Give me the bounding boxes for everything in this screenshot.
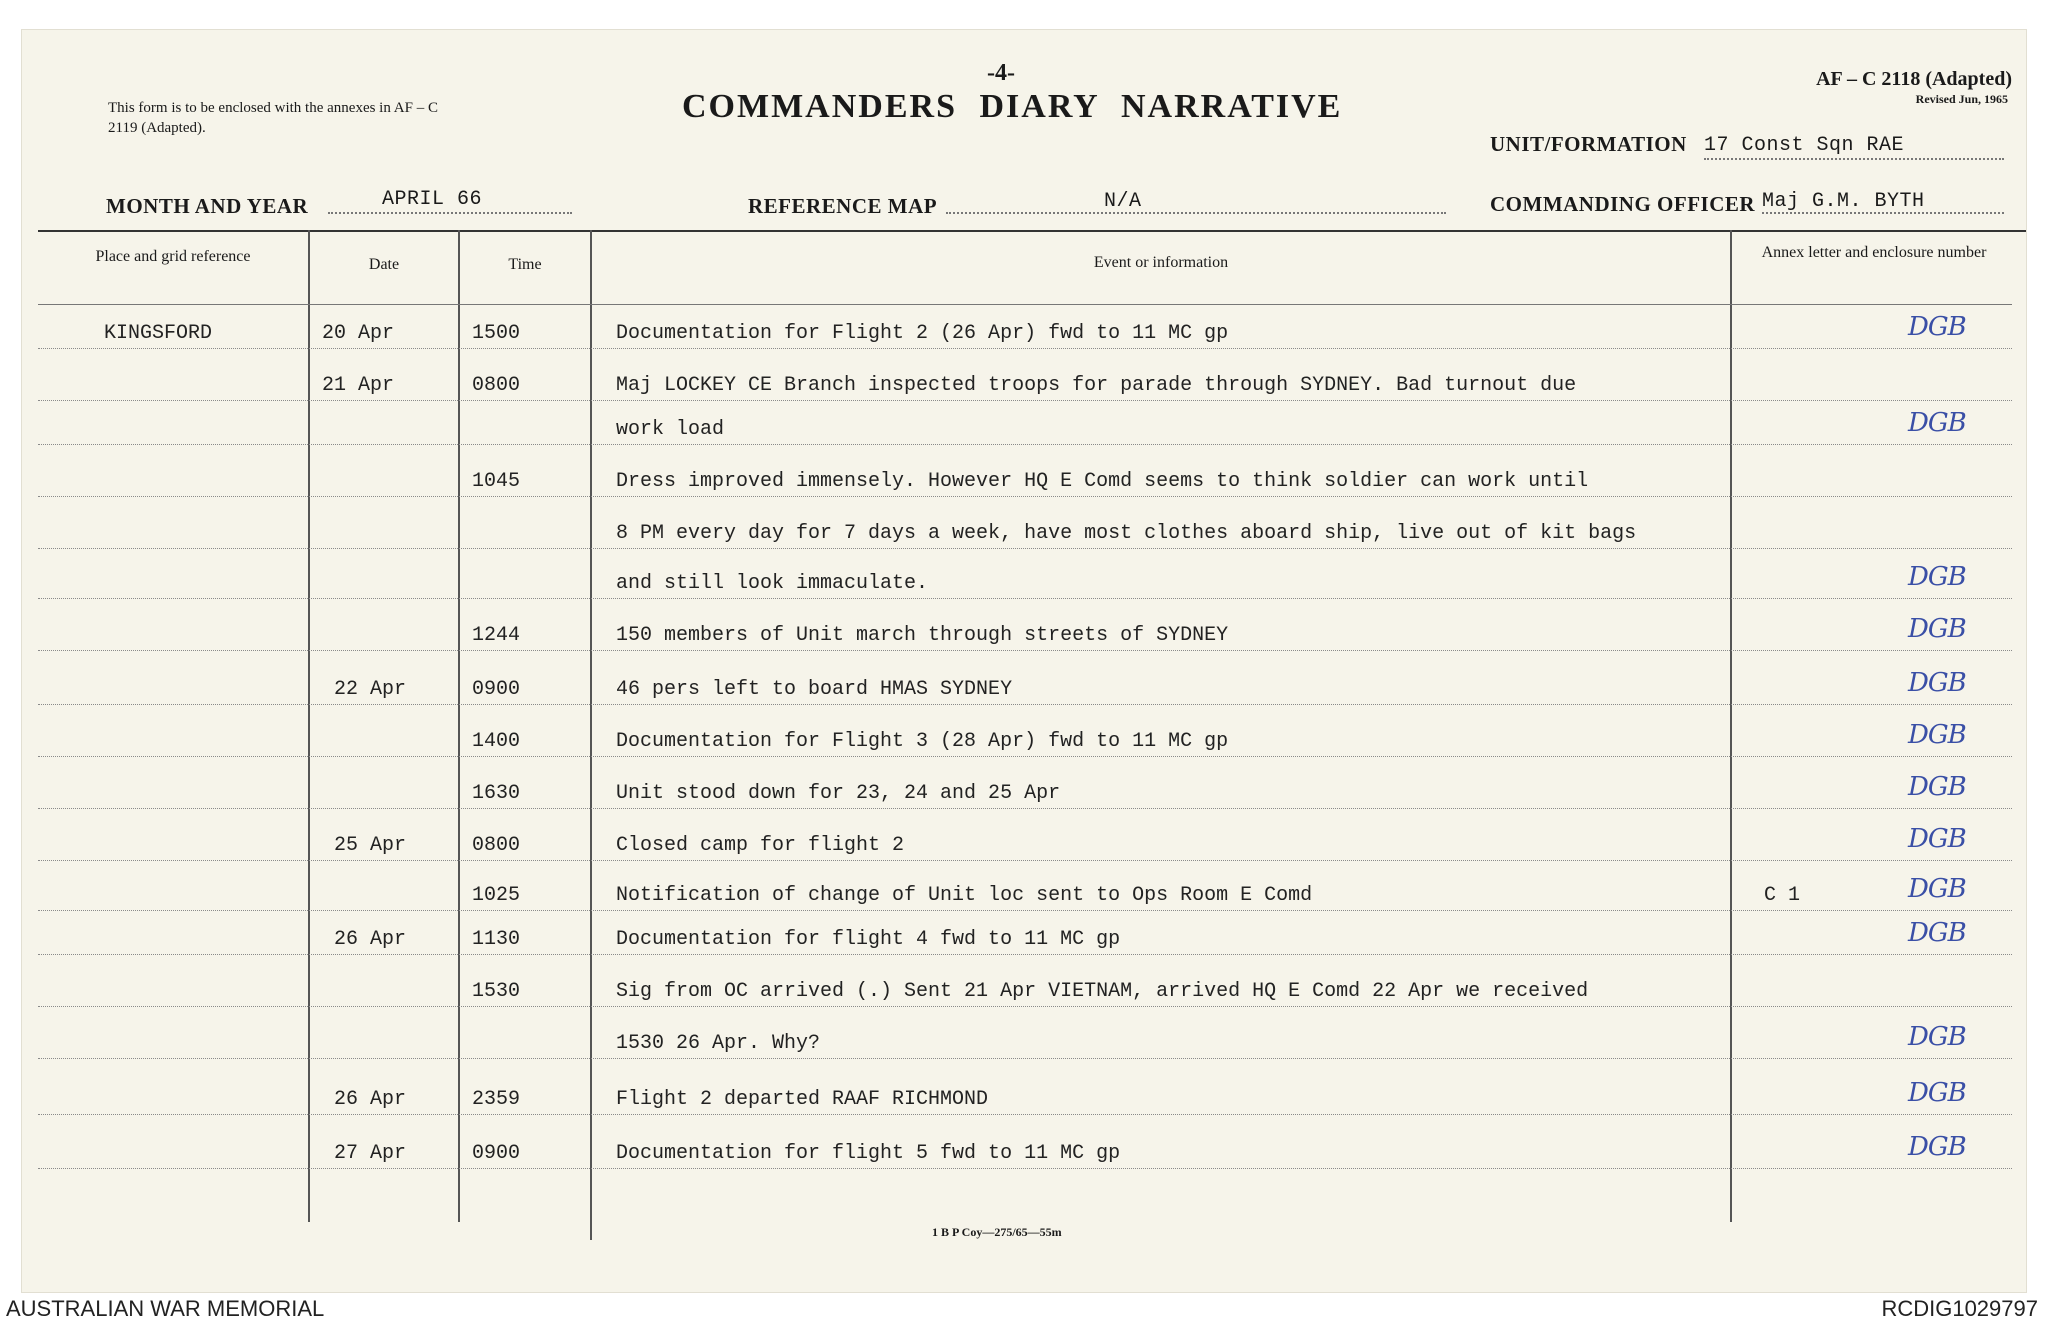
row-dotline <box>38 400 2012 401</box>
row-dotline <box>38 348 2012 349</box>
co-dotline <box>1762 212 2004 214</box>
header-event: Event or information <box>1093 254 1229 271</box>
initials-signature: DGB <box>1908 562 1966 592</box>
unit-label: UNIT/FORMATION <box>1490 132 1687 156</box>
page-number: -4- <box>987 60 1015 86</box>
row-date: 25 Apr <box>334 834 407 857</box>
initials-signature: DGB <box>1908 408 1966 438</box>
column-divider-time <box>458 230 460 1222</box>
unit-dotline <box>1704 158 2004 160</box>
header-time: Time <box>508 256 542 273</box>
row-event: Unit stood down for 23, 24 and 25 Apr <box>616 782 1061 805</box>
month-value: APRIL 66 <box>382 188 483 211</box>
row-dotline <box>38 1058 2012 1059</box>
row-dotline <box>38 1114 2012 1115</box>
header-rule <box>38 304 2012 305</box>
row-dotline <box>38 808 2012 809</box>
row-dotline <box>38 650 2012 651</box>
column-divider-date <box>308 230 310 1222</box>
row-event: Sig from OC arrived (.) Sent 21 Apr VIETNAM, arrived HQ E Comd 22 Apr we received <box>616 980 1589 1003</box>
row-event: Dress improved immensely. However HQ E Comd seems to think soldier can work until <box>616 470 1589 493</box>
initials-signature: DGB <box>1908 312 1966 342</box>
row-event: 150 members of Unit march through streets of SYDNEY <box>616 624 1229 647</box>
row-place: KINGSFORD <box>104 322 213 345</box>
row-event: Flight 2 departed RAAF RICHMOND <box>616 1088 989 1111</box>
row-event: work load <box>616 418 725 441</box>
initials-signature: DGB <box>1908 772 1966 802</box>
co-label: COMMANDING OFFICER <box>1490 192 1756 216</box>
row-time: 0800 <box>472 834 521 857</box>
unit-value: 17 Const Sqn RAE <box>1704 134 1905 157</box>
initials-signature: DGB <box>1908 874 1966 904</box>
row-date: 20 Apr <box>322 322 395 345</box>
row-time: 1045 <box>472 470 521 493</box>
table-top-rule <box>38 230 2026 232</box>
initials-signature: DGB <box>1908 824 1966 854</box>
header-place: Place and grid reference <box>95 248 251 265</box>
row-time: 0900 <box>472 678 521 701</box>
page-title: COMMANDERS DIARY NARRATIVE <box>682 88 1343 125</box>
column-divider-annex <box>1730 230 1732 1222</box>
archive-id: RCDIG1029797 <box>1881 1296 2038 1321</box>
initials-signature: DGB <box>1908 668 1966 698</box>
month-label: MONTH AND YEAR <box>106 194 309 218</box>
row-time: 1500 <box>472 322 521 345</box>
row-event: Documentation for flight 5 fwd to 11 MC gp <box>616 1142 1121 1165</box>
initials-signature: DGB <box>1908 1022 1966 1052</box>
row-dotline <box>38 704 2012 705</box>
row-time: 1025 <box>472 884 521 907</box>
row-dotline <box>38 444 2012 445</box>
row-event: 8 PM every day for 7 days a week, have most clothes aboard ship, live out of kit bags <box>616 522 1637 545</box>
row-dotline <box>38 548 2012 549</box>
row-time: 1130 <box>472 928 521 951</box>
print-code: 1 B P Coy—275/65—55m <box>932 1225 1062 1239</box>
row-event: Documentation for Flight 3 (28 Apr) fwd to 11 MC gp <box>616 730 1229 753</box>
initials-signature: DGB <box>1908 614 1966 644</box>
row-event: 46 pers left to board HMAS SYDNEY <box>616 678 1013 701</box>
enclosure-note: This form is to be enclosed with the annexes in AF – C 2119 (Adapted). <box>108 100 438 136</box>
diary-sheet <box>22 30 2026 1292</box>
row-dotline <box>38 910 2012 911</box>
initials-signature: DGB <box>1908 1078 1966 1108</box>
row-date: 26 Apr <box>334 1088 407 1111</box>
row-dotline <box>38 860 2012 861</box>
initials-signature: DGB <box>1908 720 1966 750</box>
row-dotline <box>38 954 2012 955</box>
row-date: 26 Apr <box>334 928 407 951</box>
column-divider-event <box>590 230 592 1240</box>
row-dotline <box>38 1006 2012 1007</box>
row-time: 1400 <box>472 730 521 753</box>
row-time: 0800 <box>472 374 521 397</box>
row-time: 1530 <box>472 980 521 1003</box>
row-event: Documentation for flight 4 fwd to 11 MC gp <box>616 928 1121 951</box>
form-code: AF – C 2118 (Adapted) <box>1816 68 2012 90</box>
row-time: 1630 <box>472 782 521 805</box>
row-date: 22 Apr <box>334 678 407 701</box>
map-dotline <box>946 212 1446 214</box>
map-label: REFERENCE MAP <box>748 194 938 218</box>
row-event: Notification of change of Unit loc sent to Ops Room E Comd <box>616 884 1313 907</box>
header-date: Date <box>368 256 400 273</box>
row-date: 27 Apr <box>334 1142 407 1165</box>
row-dotline <box>38 496 2012 497</box>
row-date: 21 Apr <box>322 374 395 397</box>
co-value: Maj G.M. BYTH <box>1762 190 1925 213</box>
row-time: 1244 <box>472 624 521 647</box>
archive-credit: AUSTRALIAN WAR MEMORIAL <box>6 1296 325 1321</box>
row-annex: C 1 <box>1764 884 1801 907</box>
map-value: N/A <box>1104 190 1142 213</box>
initials-signature: DGB <box>1908 918 1966 948</box>
row-dotline <box>38 1168 2012 1169</box>
revised-date: Revised Jun, 1965 <box>1915 92 2008 106</box>
row-time: 0900 <box>472 1142 521 1165</box>
row-event: Maj LOCKEY CE Branch inspected troops for parade through SYDNEY. Bad turnout due <box>616 374 1577 397</box>
row-event: Closed camp for flight 2 <box>616 834 905 857</box>
row-dotline <box>38 598 2012 599</box>
header-annex: Annex letter and enclosure number <box>1761 244 1987 261</box>
row-event: and still look immaculate. <box>616 572 929 595</box>
row-event: 1530 26 Apr. Why? <box>616 1032 821 1055</box>
row-event: Documentation for Flight 2 (26 Apr) fwd to 11 MC gp <box>616 322 1229 345</box>
row-time: 2359 <box>472 1088 521 1111</box>
month-dotline <box>328 212 572 214</box>
initials-signature: DGB <box>1908 1132 1966 1162</box>
row-dotline <box>38 756 2012 757</box>
